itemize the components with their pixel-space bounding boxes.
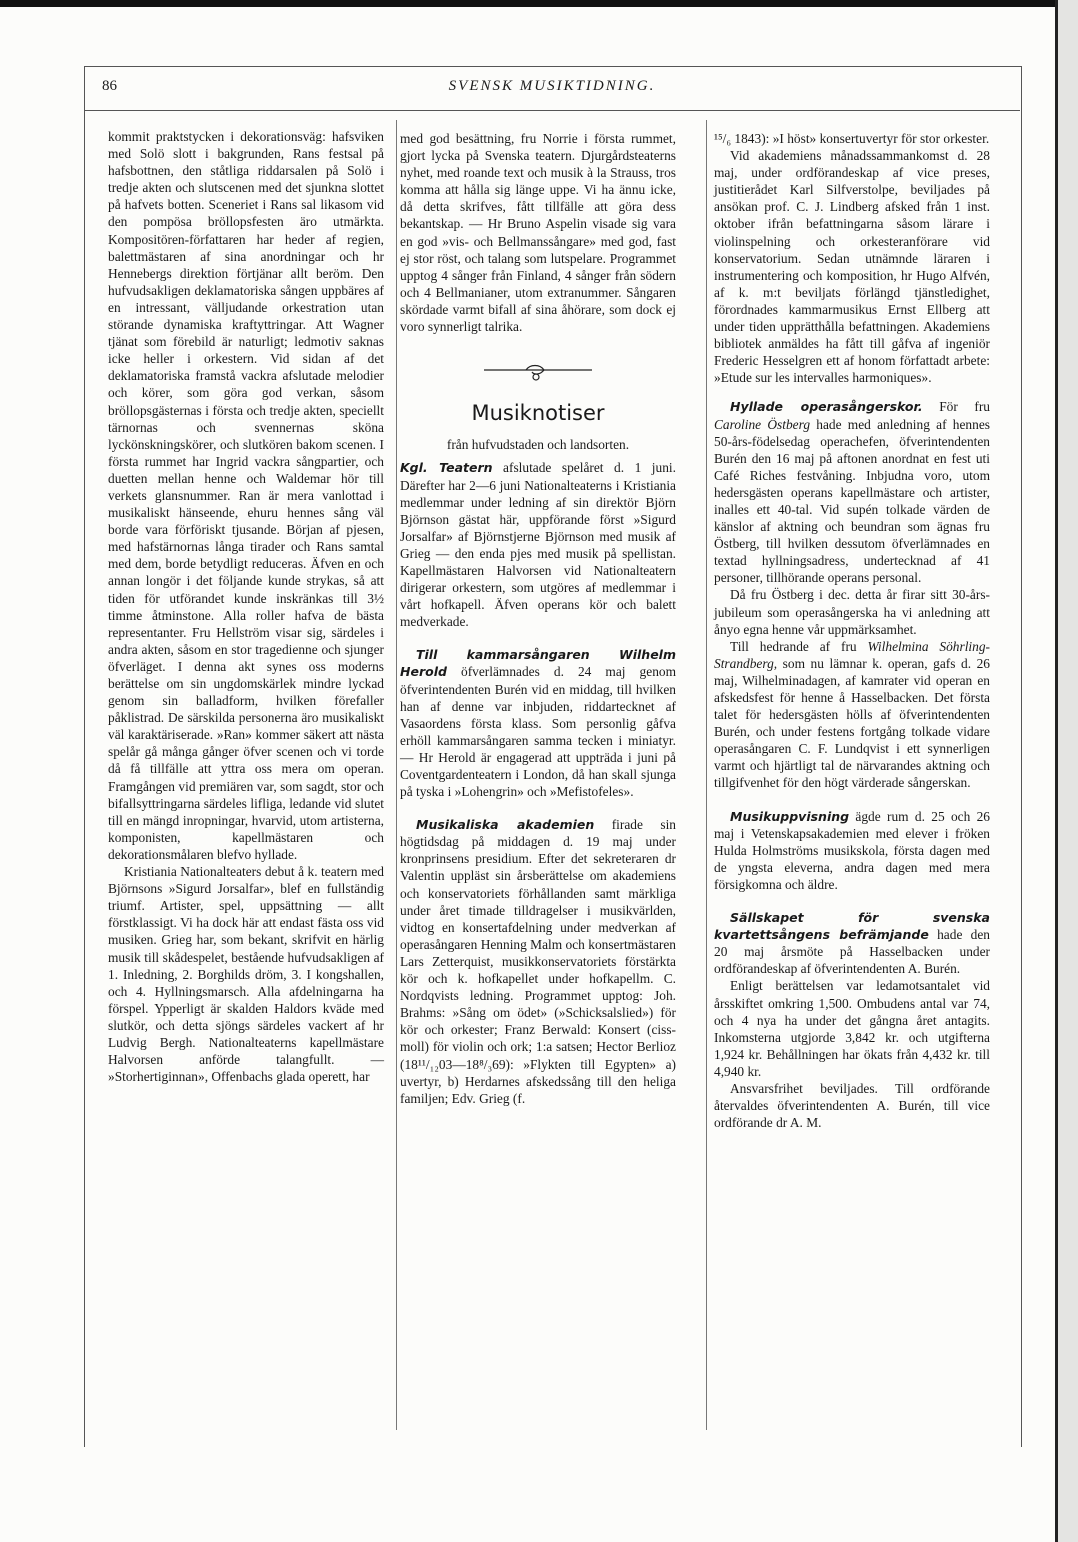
col1-paragraph-1: kommit praktstycken i dekorationsväg: hafsviken med Solö slott i bakgrunden, Rans festsal på hafsbottnen, den ståtliga riddarsalen på Solö i tredje akten och slutscenen med det sjunkna slottet på hafvets botten. Sceneriet i Rans sal likasom vid den pompösa bröllopsfesten äro utmärkta. Kompositören-författaren har heder af regien, balettmästaren af sina anordningar och hr Hennebergs direktion förtjänar allt beröm. Den hufvudsakligen deklamatoriska sången uppbäres af en intressant, välljudande orkestration utan störande dynamiska kraftyttringar. Att Wagner tjänat som förebild är naturligt; ledmotiv saknas icke heller i orkestern. Vid sidan af det deklamatoriska framstå vackra afslutade melodier och körer, som göra god verkan, såsom bröllopsgästernas i första och tredje akten, speciellt tärnornas och svennernas sköna lyckönskningskörer, och slutkören bakom scenen. I första rummet har Ingrid vackra sångpartier, och duetten mellan henne och Waldemar hör till verkets glansnummer. Ran är mera vanlottad i musikaliskt hänseende, ehuru hennes sång väl borde vara förföriskt tjusande. Början af pjesen, med hafstärnornas långa tirader och Rans samtal med dem, borde betydligt reduceras. Äfven en och annan longör i det följande kunde strykas, så att tiden för utförandet kunde inskränkas till 3½ timme åtminstone. Alla roller hafva de bästa representanter. Fru Hellström visar sig, särdeles i andra akten, såsom en stor tragedienne och sjunger öfverläget. I denna akt synes oss moderns berättelse om sin ungdomskärlek mindre lyckad genom sin balladform, hvilken förefaller påklistrad. De särskilda personerna äro musikaliskt väl karaktäriserade. »Ran» kommer säkert att nästa spelår gå många gånger öfver scenen och vi torde då få tillfälle att yttra oss mera om operan. Framgången vid premiären var, som sagdt, stor och bifallsyttringarna särdeles lifliga, ledande vid slutet till en mängd inropningar, hvarvid, utom artisterna, komponisten, kapellmästaren och dekorationsmålaren blefvo hyllade. <box>108 129 384 862</box>
hyllade-heading: Hyllade operasångerskor. <box>730 399 923 415</box>
page-number: 86 <box>102 78 117 94</box>
column-3 <box>714 130 990 1131</box>
kgl-teatern-heading: Kgl. Teatern <box>400 460 493 476</box>
kgl-teatern-text: afslutade spelåret d. 1 juni. Därefter har 2—6 juni Nationalteaterns i Kristiania medlemmar under ledning af sin direktör Björn Björnson gästat här, uppförande först »Sigurd Jorsalfar» af Björnstjerne Björnson med musik af Grieg — den enda pjes med musik på spellistan. Kapellmästaren Halvorsen vid Nationalteatern dirigerar orkestern, som utgöres af medlemmar i vårt hofkapell. Äfven operans kör och balett medverkade. <box>400 460 676 630</box>
hyllade-text-2: hade med anledning af hennes 50-års-födelsedag operachefen, öfverintendenten Burén den 16 maj på aftonen anordnat en fest uti Café Riches festvåning. Inbjudna voro, utom hedersgästen operans kapellmästare och artister, inalles ett 40-tal. Vid supén tolkade värden de känslor af aktning och beundran som ägnas fru Östberg, till hvilken dessutom öfverlämnades en textad hyllningsadress, undertecknad af 41 personer, tillhörande operans personal. <box>714 416 990 586</box>
column-rule-1 <box>396 120 397 1430</box>
herold-heading: Till kammarsångaren Wilhelm Herold <box>400 647 676 680</box>
col3-paragraph-1: ¹⁵/₆ 1843): »I höst» konsertuvertyr för stor orkester. <box>714 131 990 146</box>
section-subtitle: från hufvudstaden och landsorten. <box>446 437 630 453</box>
ornament-divider <box>400 361 676 387</box>
musikuppvisning-heading: Musikuppvisning <box>730 808 850 824</box>
akademien-heading: Musikaliska akademien <box>416 817 595 833</box>
flourish-icon <box>478 361 598 383</box>
hyllade-text-1: För fru <box>939 399 990 415</box>
running-title: SVENSK MUSIKTIDNING. <box>448 78 656 94</box>
sallskapet-heading: Sällskapet för svenska kvartettsångens befrämjande <box>714 910 990 943</box>
musikuppvisning-text: ägde rum d. 25 och 26 maj i Vetenskapsakademien med elever i fröken Hulda Holmströms musikskola, första dagen med de yngsta eleverna, andra dagen med mera försigkomna och äldre. <box>714 808 990 892</box>
wilhelmina-text-2: som nu lämnar k. operan, gafs d. 26 maj, Wilhelminadagen, af kamrater vid operan en afskedsfest för henne å Hasselbacken. Det första talet för hedersgästen hölls af öfverintendenten Burén, och under festens fortgång tolkade vidare operasångaren C. F. Lundqvist i ett synnerligen varmt och hjärtligt tal de närvarandes aktning och tillgifvenhet för den högt värderade sångerskan. <box>714 655 990 791</box>
column-rule-2 <box>706 120 707 1430</box>
section-title: Musiknotiser <box>471 401 605 426</box>
sallskapet-text: hade den 20 maj årsmöte på Hasselbacken under ordförandeskap af öfverintendenten A. Burén. <box>714 927 990 977</box>
page-header <box>84 70 1020 111</box>
herold-text: öfverlämnades d. 24 maj genom öfverintendenten Burén vid en middag, till hvilken han af denne var inbjuden, riddartecknet af Vasaordens första klass. Som personlig gåfva erhöll kammarsångaren samma tecken i miniatyr. — Hr Herold är engagerad att uppträda i juni på Coventgardenteatern i London, då han skall sjunga på tyska i »Lohengrin» och »Mefistofeles». <box>400 664 676 800</box>
ostberg-paragraph: Då fru Östberg i dec. detta år firar sitt 30-års-jubileum som operasångerska ha vi anledning att ånyo egna henne vår uppmärksamhet. <box>714 587 990 637</box>
col3-paragraph-2: Vid akademiens månadssammankomst d. 28 maj, under ordförandeskap af vice preses, justitierådet Karl Silfverstolpe, beviljades på ansökan prof. C. J. Lindberg afsked från 1 inst. oktober ifrån befattningarna såsom lärare i violinspelning och orkesteranförare vid konservatorium. Sedan utnämnde läraren i instrumentering och komposition, hr Hugo Alfvén, af k. m:t beviljats förlängd tjänstledighet, förordnades kammarmusikus Ernst Ellberg att under tiden upprätthålla befattningen. Akademiens bibliotek anmäldes ha fått till gåfva af ingeniör Frederic Hesselgren ett af honom författadt arbete: »Etude sur les intervalles harmoniques». <box>714 148 990 386</box>
ansvar-paragraph: Ansvarsfrihet beviljades. Till ordförande återvaldes öfverintendenten A. Burén, till vice ordförande dr A. M. <box>714 1080 990 1131</box>
wilhelmina-text-1: Till hedrande af fru <box>730 638 857 654</box>
col1-paragraph-2: Kristiania Nationalteaters debut å k. teatern med Björnsons »Sigurd Jorsalfar», blef en fullständig triumf. Artister, spel, uppsättning — allt förstklassigt. Vi ha dock här att endast fästa oss vid musiken. Grieg har, som bekant, skrifvit en härlig musik till skådespelet, bestående hufvudsakligen af 1. Inledning, 2. Borghilds dröm, 3. I kongshallen, och 4. Hyllningsmarsch. Alla afdelningarna ha förspel. Ypperligt är skalden Haldors kväde med slutkör, och detta sjöngs särdeles vackert af hr Ludvig Bergh. Nationalteaterns kapellmästare Halvorsen anförde talangfullt. — »Storhertiginnan», Offenbachs glada operett, har <box>108 864 384 1085</box>
enligt-paragraph: Enligt berättelsen var ledamotsantalet vid årsskiftet omkring 1,500. Ombudens antal var 74, och 4 nya ha under det gångna året antagits. Inkomsterna utgjorde 3,842 kr. och utgifterna 1,924 kr. Behållningen har ökats från 4,432 kr. till 4,940 kr. <box>714 978 990 1079</box>
akademien-text: firade sin högtidsdag på middagen d. 19 maj under kronprinsens presidium. Efter det sekreteraren dr Valentin uppläst sin årsberättelse om akademiens och konservatoriets förhållanden samt märkliga under året timade tilldragelser i musikvärlden, vidtog en konsertafdelning under medverkan af operasångaren Henning Malm och konsertmästaren Lars Zetterquist, musikkonservatoriets förstärkta kör och k. hofkapellet under hofkapellm. C. Nordqvists ledning. Programmet upptog: Joh. Brahms: »Sång om ödet» (»Schicksalslied») för kör och orkester; Franz Berwald: Konsert (ciss-moll) för violin och ork; 1:a satsen; Hector Berlioz (18¹¹/₁₂03—18⁸/₃69): »Flykten till Egypten» a) uvertyr, b) Herdarnes afskedssång till den heliga familjen; Edv. Grieg (f. <box>400 817 676 1106</box>
scan-top-edge <box>0 0 1078 7</box>
wilhelmina-name: Wilhelmina Söhrling-Strandberg, <box>714 638 990 671</box>
column-1 <box>108 128 384 1085</box>
scan-right-edge <box>1055 0 1078 1542</box>
column-2 <box>400 130 676 1107</box>
col2-paragraph-1: med god besättning, fru Norrie i första rummet, gjort lycka på Svenska teatern. Djurgårdsteaterns nyhet, med roande text och musik à la Strauss, tros komma att hålla sig länge uppe. Vi ha ännu icke, då detta skrifves, fått tillfälle att göra dess bekantskap. — Hr Bruno Aspelin visade sig vara en god »vis- och Bellmanssångare» med god, fast ej stor röst, och talang som lutspelare. Programmet upptog 4 sånger från Finland, 4 sånger från södern och 4 Bellmanianer, utom extranummer. Sångaren skördade varmt bifall af sina åhörare, som dock ej voro synnerligt talrika. <box>400 131 676 335</box>
ostberg-name: Caroline Östberg <box>714 416 811 432</box>
